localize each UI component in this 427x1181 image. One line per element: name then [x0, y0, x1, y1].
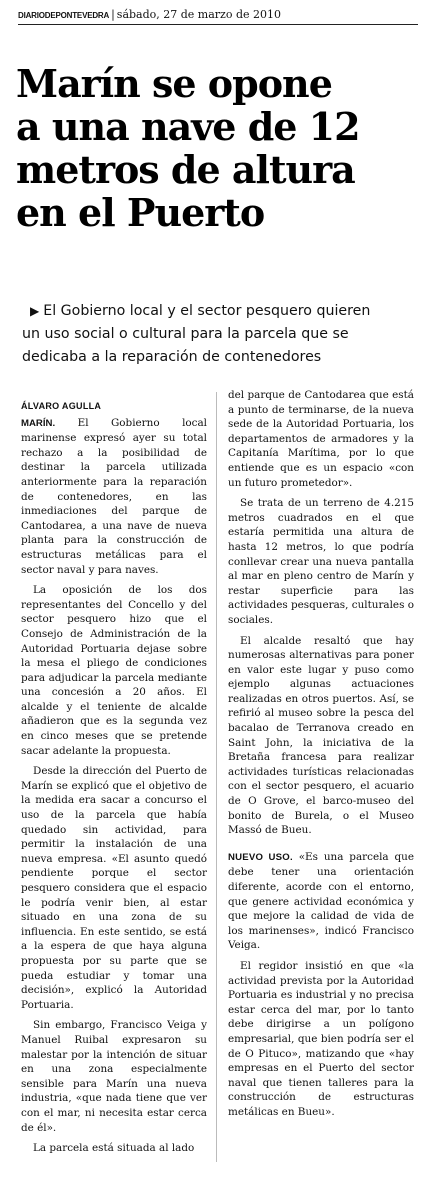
masthead: [18, 8, 418, 25]
article-paragraph: La parcela está situada al lado: [33, 1142, 195, 1155]
headline-line: a una nave de 12: [16, 104, 360, 149]
article-paragraph: [21, 416, 207, 578]
article-paragraph: Sin embargo, Francisco Veiga y Manuel Ruibal expresaron su malestar por la intención de situar en una zona especialmente sensible para Marín una nueva industria, «que nada tiene que ver con el mar, ni necesita estar cerca de él».: [21, 1019, 207, 1134]
article-paragraph: Desde la dirección del Puerto de Marín se explicó que el objetivo de la medida era sacar a concurso el uso de la parcela que había quedado sin actividad, para permitir la instalación de una nueva empresa. «El asunto quedó pendiente porque el sector pesquero considera que el espacio le podría venir bien, al estar situado en una zona de su influencia. En este sentido, se está a la espera de que haya alguna propuesta por su parte que se pueda estudiar y tomar una decisión», explicó la Autoridad Portuaria.: [21, 765, 207, 1011]
masthead-separator: |: [111, 8, 115, 21]
article-paragraph: La oposición de los dos representantes del Concello y del sector pesquero hizo que el Consejo de Administración de la Autoridad Portuaria dejase sobre la mesa el pliego de condiciones para adjudicar la parcela mediante una concesión a 20 años. El alcalde y el teniente de alcalde añadieron que es la segunda vez en cinco meses que se pretende sacar adelante la propuesta.: [21, 584, 207, 757]
lead-line: dedicaba a la reparación de contenedores: [22, 349, 322, 365]
newspaper-name: DIARIODEPONTEVEDRA: [18, 11, 110, 20]
headline-line: metros de altura: [16, 147, 355, 192]
article-paragraph-text: «Es una parcela que debe tener una orientación diferente, acorde con el entorno, que genere actividad económica y que mejore la calidad de vida de los marinenses», indicó Francisco Veiga.: [228, 850, 414, 952]
article-paragraph: del parque de Cantodarea que está a punto de terminarse, de la nueva sede de la Autoridad Portuaria, los departamentos de armadores y la Capitanía Marítima, por lo que entiende que es un espacio «con un futuro prometedor».: [228, 389, 414, 489]
article-paragraph: El regidor insistió en que «la actividad prevista por la Autoridad Portuaria es industrial y no precisa estar cerca del mar, por lo tanto debe dirigirse a un polígono empresarial, que bien podría ser el de O Pituco», matizando que «hay empresas en el Puerto del sector naval que tienen talleres para la construcción de estructuras metálicas en Bueu».: [228, 959, 414, 1118]
lead-line: [30, 300, 422, 323]
article-column-right: [228, 388, 414, 1126]
lead-line-text: El Gobierno local y el sector pesquero quieren: [43, 303, 371, 319]
dateline: MARÍN.: [21, 417, 56, 429]
headline-line: en el Puerto: [16, 190, 265, 235]
section-kicker: NUEVO USO.: [228, 851, 293, 863]
article-paragraph: Se trata de un terreno de 4.215 metros cuadrados en el que estaría permitida una altura de hasta 12 metros, lo que podría conllevar crear una nueva pantalla al mar en pleno centro de Marín y restar superficie para las actividades pesqueras, culturales o sociales.: [228, 497, 414, 626]
headline-line: Marín se opone: [16, 61, 332, 106]
byline: ÁLVARO AGULLA: [21, 401, 102, 411]
headline: [16, 62, 416, 234]
article-paragraph-text: El Gobierno local marinense expresó ayer su total rechazo a la posibilidad de destinar la parcela utilizada anteriormente para la reparación de contenedores, en las inmediaciones del parque de Cantodarea, a una nave de nueva planta para la construcción de estructuras metálicas para el sector naval y para naves.: [21, 416, 207, 576]
column-divider: [216, 392, 217, 1162]
triangle-bullet-icon: ▶: [30, 304, 40, 318]
article-paragraph: El alcalde resaltó que hay numerosas alternativas para poner en valor este lugar y puso como ejemplo algunas actuaciones realizadas en otros puertos. Así, se refirió al museo sobre la pesca del bacalao de Terranova creado en Saint John, la iniciativa de la Bretaña francesa para realizar actividades turísticas relacionadas con el sector pesquero, el acuario de O Grove, el barco-museo del bonito de Burela, o el Museo Massó de Bueu.: [228, 634, 414, 837]
publication-date: sábado, 27 de marzo de 2010: [116, 8, 282, 21]
lead-line: un uso social o cultural para la parcela que se: [22, 326, 349, 342]
article-paragraph: [228, 850, 414, 953]
article-column-left: [21, 399, 207, 1162]
lead-paragraph: [22, 300, 422, 369]
